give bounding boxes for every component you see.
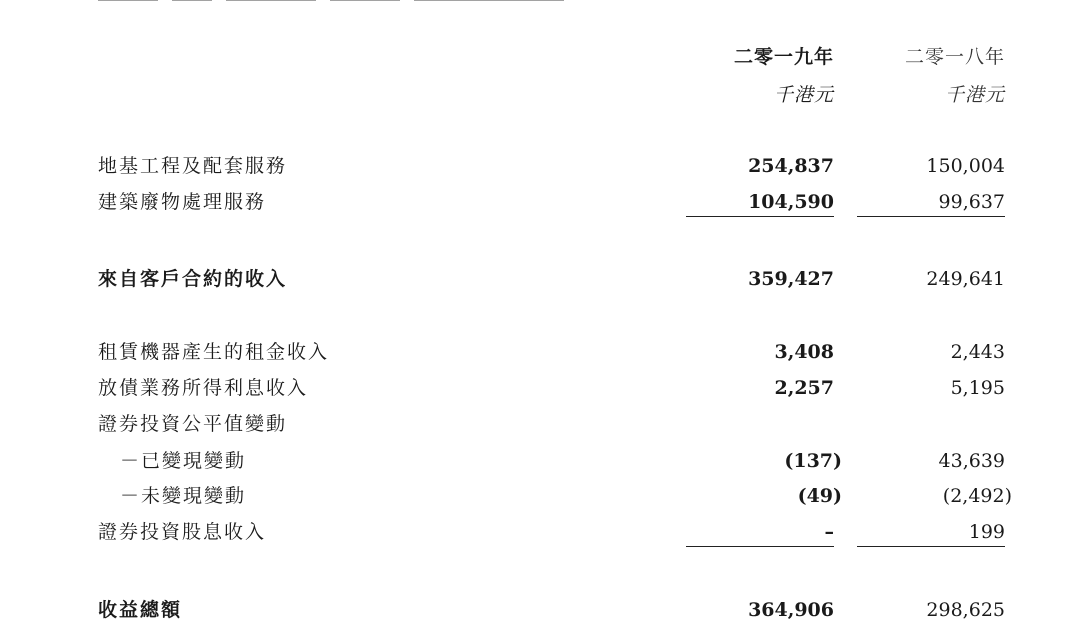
value-previous: 5,195 — [950, 377, 1005, 399]
value-current: 254,837 — [748, 155, 834, 177]
row-label: 收益總額 — [98, 599, 183, 621]
row-label: 證券投資公平值變動 — [98, 413, 288, 435]
table-row-foundation — [0, 153, 1080, 179]
value-current: – — [824, 521, 834, 543]
unit-current-header: 千港元 — [773, 84, 834, 106]
row-label: 地基工程及配套服務 — [98, 155, 288, 177]
unit-previous-header: 千港元 — [944, 84, 1005, 106]
table-row-total — [0, 597, 1080, 623]
value-previous: 99,637 — [938, 191, 1005, 213]
cutoff-text-fragment — [98, 0, 564, 4]
value-current: (137) — [784, 450, 842, 472]
table-row-unrealised — [0, 483, 1080, 509]
table-row-realised — [0, 448, 1080, 474]
row-label: 放債業務所得利息收入 — [98, 377, 309, 399]
value-current: 3,408 — [774, 341, 834, 363]
value-previous: 2,443 — [950, 341, 1005, 363]
subtotal-rule-previous — [857, 216, 1005, 217]
table-row-waste — [0, 189, 1080, 215]
year-current-header: 二零一九年 — [733, 46, 834, 68]
row-label: －已變現變動 — [120, 450, 247, 472]
value-previous: 298,625 — [926, 599, 1005, 621]
row-label: －未變現變動 — [120, 485, 247, 507]
value-previous: 43,639 — [938, 450, 1005, 472]
value-previous: (2,492) — [942, 485, 1012, 507]
value-current: (49) — [797, 485, 842, 507]
value-previous: 199 — [968, 521, 1005, 543]
value-current: 104,590 — [748, 191, 834, 213]
row-label: 來自客戶合約的收入 — [98, 268, 288, 290]
value-current: 2,257 — [774, 377, 834, 399]
table-row-dividend — [0, 519, 1080, 545]
year-previous-header: 二零一八年 — [904, 46, 1005, 68]
table-row-contract-revenue — [0, 266, 1080, 292]
value-previous: 249,641 — [926, 268, 1005, 290]
subtotal-rule-previous — [857, 546, 1005, 547]
row-label: 證券投資股息收入 — [98, 521, 267, 543]
table-row-rental — [0, 339, 1080, 365]
value-current: 359,427 — [748, 268, 834, 290]
value-previous: 150,004 — [926, 155, 1005, 177]
row-label: 租賃機器產生的租金收入 — [98, 341, 330, 363]
table-row-fair-value — [0, 411, 1080, 437]
subtotal-rule-current — [686, 216, 834, 217]
value-current: 364,906 — [748, 599, 834, 621]
table-row-interest — [0, 375, 1080, 401]
subtotal-rule-current — [686, 546, 834, 547]
row-label: 建築廢物處理服務 — [98, 191, 267, 213]
